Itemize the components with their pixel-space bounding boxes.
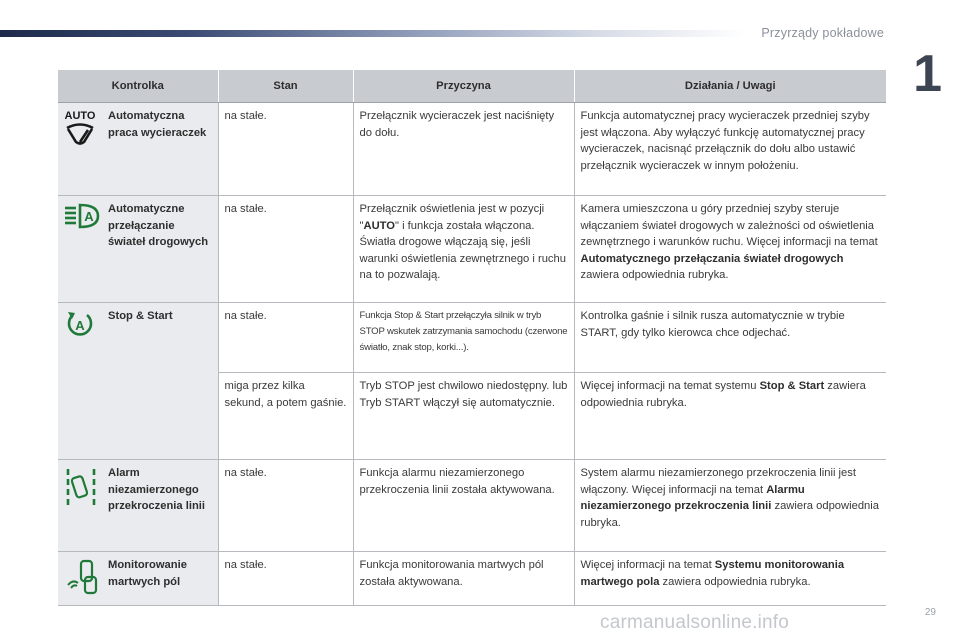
indicator-name: Automatyczne przełączanie świateł drogowych bbox=[102, 196, 218, 303]
action-cell: Kontrolka gaśnie i silnik rusza automatycznie w trybie START, gdy tylko kierowca chce odjechać. bbox=[574, 303, 886, 373]
state-cell: na stałe. bbox=[218, 196, 353, 303]
state-cell: miga przez kilka sekund, a potem gaśnie. bbox=[218, 373, 353, 460]
warning-lights-table bbox=[58, 70, 886, 606]
indicator-name: Monitorowanie martwych pól bbox=[102, 552, 218, 606]
indicator-icon-cell bbox=[58, 103, 102, 196]
lane-departure-icon bbox=[64, 467, 98, 507]
indicator-name: Stop & Start bbox=[102, 303, 218, 460]
table-row bbox=[58, 303, 886, 373]
action-cell: Funkcja automatycznej pracy wycieraczek przedniej szyby jest włączona. Aby wyłączyć funkcję automatycznej pracy wycieraczek, nacisnąć przełącznik do dołu albo ustawić przełącznik wycieraczek w innym położeniu. bbox=[574, 103, 886, 196]
indicator-icon-cell bbox=[58, 552, 102, 606]
indicator-icon-cell bbox=[58, 196, 102, 303]
watermark: carmanualsonline.info bbox=[600, 612, 790, 633]
action-cell: Więcej informacji na temat Systemu monitorowania martwego pola zawiera odpowiednia rubryka. bbox=[574, 552, 886, 606]
stop-start-icon bbox=[65, 310, 95, 340]
action-cell: Kamera umieszczona u góry przedniej szyby steruje włączaniem świateł drogowych w zależności od oświetlenia zewnętrznego i warunków ruchu. Więcej informacji na temat Automatycznego przełączania świateł drogowych zawiera odpowiednia rubryka. bbox=[574, 196, 886, 303]
indicator-name: Alarm niezamierzonego przekroczenia linii bbox=[102, 460, 218, 552]
cause-cell: Przełącznik wycieraczek jest naciśnięty do dołu. bbox=[353, 103, 574, 196]
cause-cell: Funkcja monitorowania martwych pól została aktywowana. bbox=[353, 552, 574, 606]
section-title: Przyrządy pokładowe bbox=[761, 26, 884, 40]
state-cell: na stałe. bbox=[218, 303, 353, 373]
col-header-state: Stan bbox=[218, 70, 353, 103]
col-header-cause: Przyczyna bbox=[353, 70, 574, 103]
state-cell: na stałe. bbox=[218, 552, 353, 606]
table-row bbox=[58, 460, 886, 552]
col-header-indicator: Kontrolka bbox=[58, 70, 218, 103]
chapter-number: 1 bbox=[913, 45, 942, 103]
indicator-icon-cell bbox=[58, 303, 102, 460]
lamp-letter: A bbox=[84, 209, 94, 224]
action-cell: Więcej informacji na temat systemu Stop & Start zawiera odpowiednia rubryka. bbox=[574, 373, 886, 460]
table-row bbox=[58, 196, 886, 303]
auto-text: AUTO bbox=[64, 110, 96, 122]
cause-cell: Tryb STOP jest chwilowo niedostępny. lub Tryb START włączył się automatycznie. bbox=[353, 373, 574, 460]
state-cell: na stałe. bbox=[218, 103, 353, 196]
table-header-row bbox=[58, 70, 886, 103]
header-bar bbox=[0, 30, 745, 37]
blind-spot-icon bbox=[64, 559, 98, 595]
cause-cell: Funkcja Stop & Start przełączyła silnik w tryb STOP wskutek zatrzymania samochodu (czerwone światło, znak stop, korki...). bbox=[353, 303, 574, 373]
stop-letter: A bbox=[75, 318, 85, 333]
table-row bbox=[58, 103, 886, 196]
page-number: 29 bbox=[924, 607, 936, 618]
col-header-action: Działania / Uwagi bbox=[574, 70, 886, 103]
cause-cell: Przełącznik oświetlenia jest w pozycji "AUTO" i funkcja została włączona. Światła drogowe włączają się, jeśli warunki oświetlenia zewnętrznego i ruchu na to pozwalają. bbox=[353, 196, 574, 303]
table-row bbox=[58, 552, 886, 606]
action-cell: System alarmu niezamierzonego przekroczenia linii jest włączony. Więcej informacji na temat Alarmu niezamierzonego przekroczenia linii zawiera odpowiednia rubryka. bbox=[574, 460, 886, 552]
indicator-name: Automatyczna praca wycieraczek bbox=[102, 103, 218, 196]
auto-high-beam-icon bbox=[64, 203, 100, 229]
state-cell: na stałe. bbox=[218, 460, 353, 552]
indicator-icon-cell bbox=[58, 460, 102, 552]
auto-wiper-icon bbox=[64, 122, 96, 146]
cause-cell: Funkcja alarmu niezamierzonego przekroczenia linii została aktywowana. bbox=[353, 460, 574, 552]
